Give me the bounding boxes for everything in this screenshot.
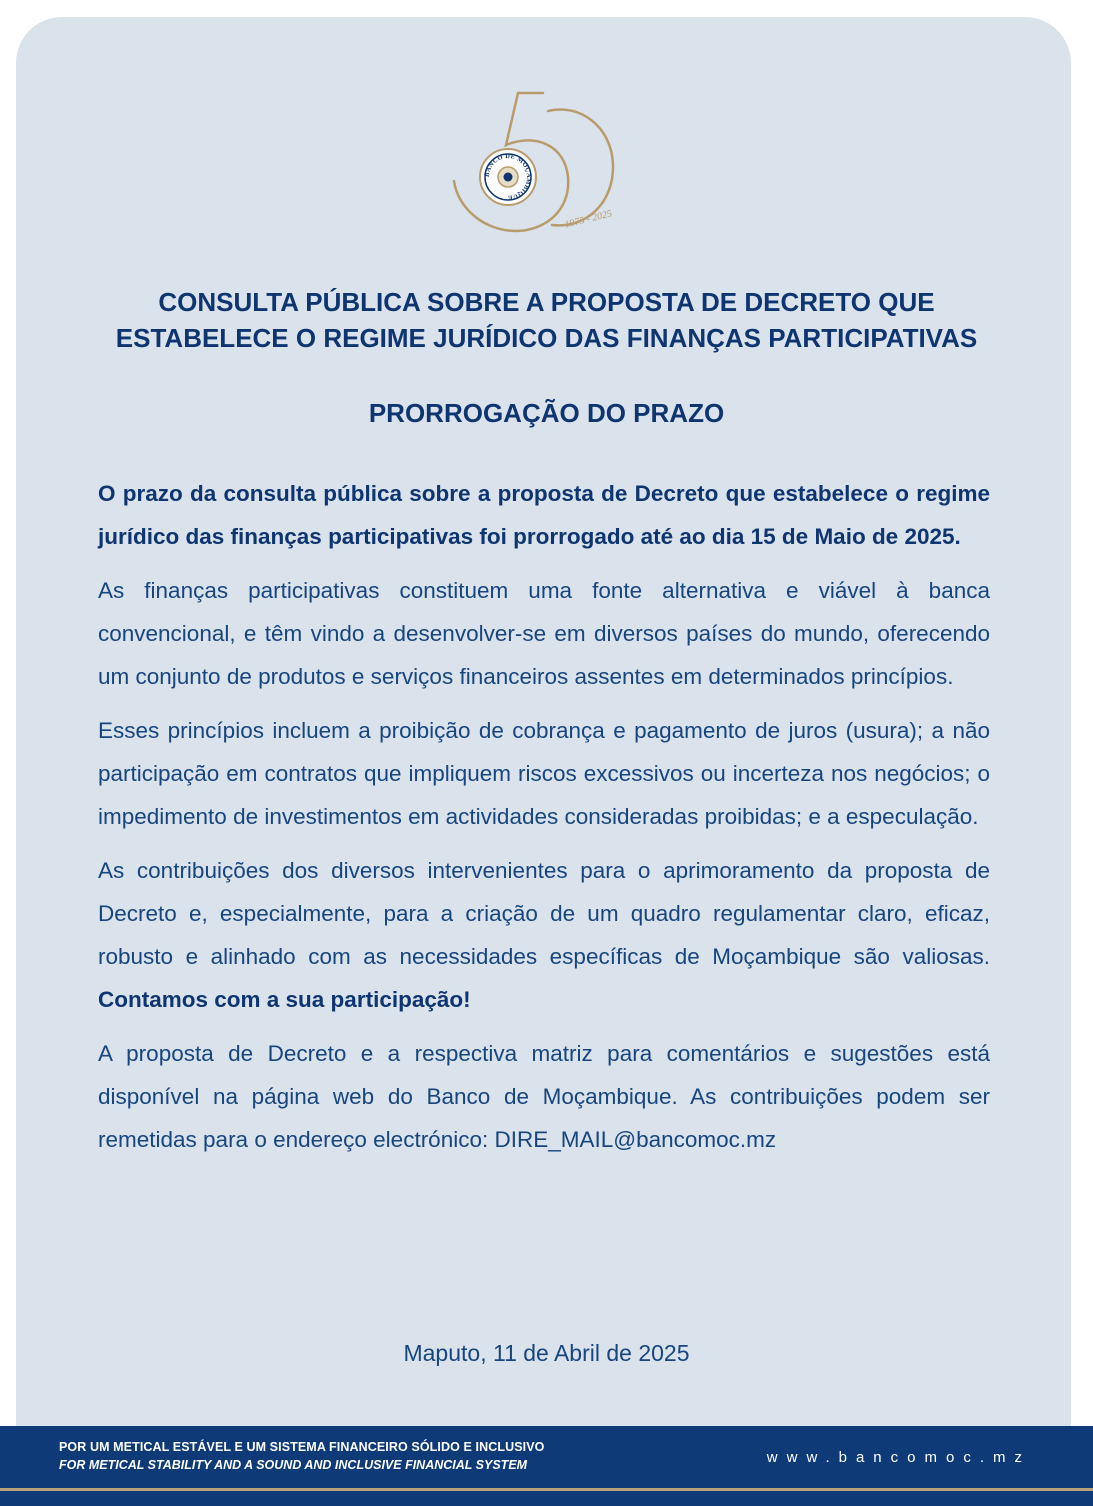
notice-title-line-1: CONSULTA PÚBLICA SOBRE A PROPOSTA DE DECRETO QUE [158, 287, 935, 317]
notice-subtitle: PRORROGAÇÃO DO PRAZO [368, 398, 725, 428]
logo-zero-stroke [548, 109, 613, 225]
anniversary-logo [440, 85, 650, 235]
paragraph-principles: Esses princípios incluem a proibição de cobrança e pagamento de juros (usura); a não participação em contratos que impliquem riscos excessivos ou incerteza nos negócios; o impedimento de investimentos em actividades consideradas proibidas; e a especulação. [98, 718, 990, 829]
bank-seal-lettering: BANCO DE MOÇAMBIQUE [483, 152, 533, 202]
paragraph-deadline: O prazo da consulta pública sobre a proposta de Decreto que estabelece o regime jurídico das finanças participativas foi prorrogado até ao dia 15 de Maio de 2025. [98, 481, 990, 549]
paragraph-contributions [98, 849, 990, 1021]
notice-title [40, 284, 1053, 356]
bank-seal-emblem-core [504, 173, 513, 182]
footer-bottom-bar [0, 1491, 1093, 1506]
footer-website-link[interactable]: www.bancomoc.mz [766, 1449, 1031, 1466]
notice-body [98, 472, 990, 1172]
footer-motto-portuguese: POR UM METICAL ESTÁVEL E UM SISTEMA FINANCEIRO SÓLIDO E INCLUSIVO [59, 1440, 545, 1454]
footer-motto-english: FOR METICAL STABILITY AND A SOUND AND INCLUSIVE FINANCIAL SYSTEM [59, 1458, 528, 1472]
place-and-date: Maputo, 11 de Abril de 2025 [403, 1340, 690, 1366]
paragraph-availability: A proposta de Decreto e a respectiva matriz para comentários e sugestões está disponível na página web do Banco de Moçambique. As contribuições podem ser remetidas para o endereço electrónico: DIRE_MAIL@bancomoc.mz [98, 1041, 990, 1152]
logo-years: 1975 - 2025 [563, 208, 614, 231]
call-to-action: Contamos com a sua participação! [98, 987, 471, 1012]
paragraph-definition: As finanças participativas constituem uma fonte alternativa e viável à banca convencional, e têm vindo a desenvolver-se em diversos países do mundo, oferecendo um conjunto de produtos e serviços financeiros assentes em determinados princípios. [98, 578, 990, 689]
notice-title-line-2: ESTABELECE O REGIME JURÍDICO DAS FINANÇAS PARTICIPATIVAS [115, 323, 978, 353]
paragraph-contributions-text: As contribuições dos diversos intervenientes para o aprimoramento da proposta de Decreto e, especialmente, para a criação de um quadro regulamentar claro, eficaz, robusto e alinhado com as necessidades específicas de Moçambique são valiosas. [98, 858, 990, 969]
